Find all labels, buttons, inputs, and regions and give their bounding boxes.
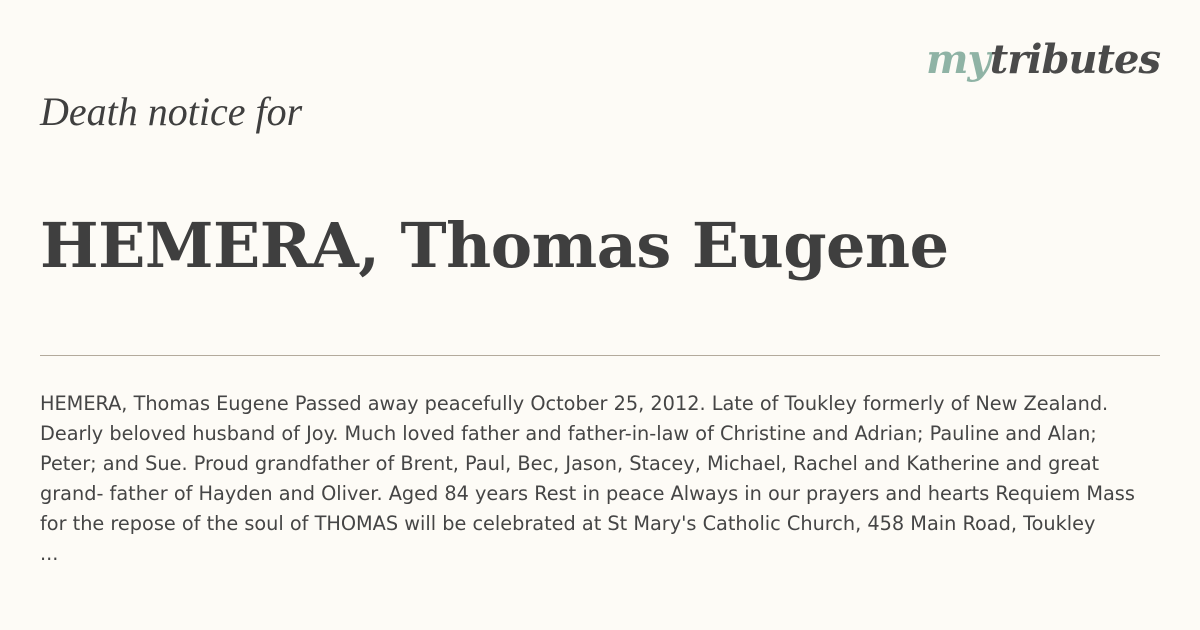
deceased-name: HEMERA, Thomas Eugene	[40, 209, 949, 282]
notice-text-line: HEMERA, Thomas Eugene Passed away peacefully October 25, 2012. Late of Toukley formerly of New Zealand.	[40, 392, 1109, 415]
notice-text-line: Peter; and Sue. Proud grandfather of Brent, Paul, Bec, Jason, Stacey, Michael, Rachel and Katherine and great	[40, 452, 1100, 475]
notice-text-line: grand- father of Hayden and Oliver. Aged 84 years Rest in peace Always in our prayers and hearts Requiem Mass	[40, 482, 1135, 505]
logo-tributes: tributes	[989, 36, 1160, 83]
divider	[40, 355, 1160, 356]
notice-text-ellipsis: ...	[40, 542, 59, 565]
notice-text-line: for the repose of the soul of THOMAS will be celebrated at St Mary's Catholic Church, 458 Main Road, Toukley	[40, 512, 1096, 535]
notice-text	[40, 389, 1170, 569]
mytributes-logo[interactable]	[926, 36, 1160, 84]
logo-my: my	[926, 36, 990, 83]
notice-type-label: Death notice for	[40, 89, 303, 134]
notice-text-line: Dearly beloved husband of Joy. Much loved father and father-in-law of Christine and Adrian; Pauline and Alan;	[40, 422, 1097, 445]
